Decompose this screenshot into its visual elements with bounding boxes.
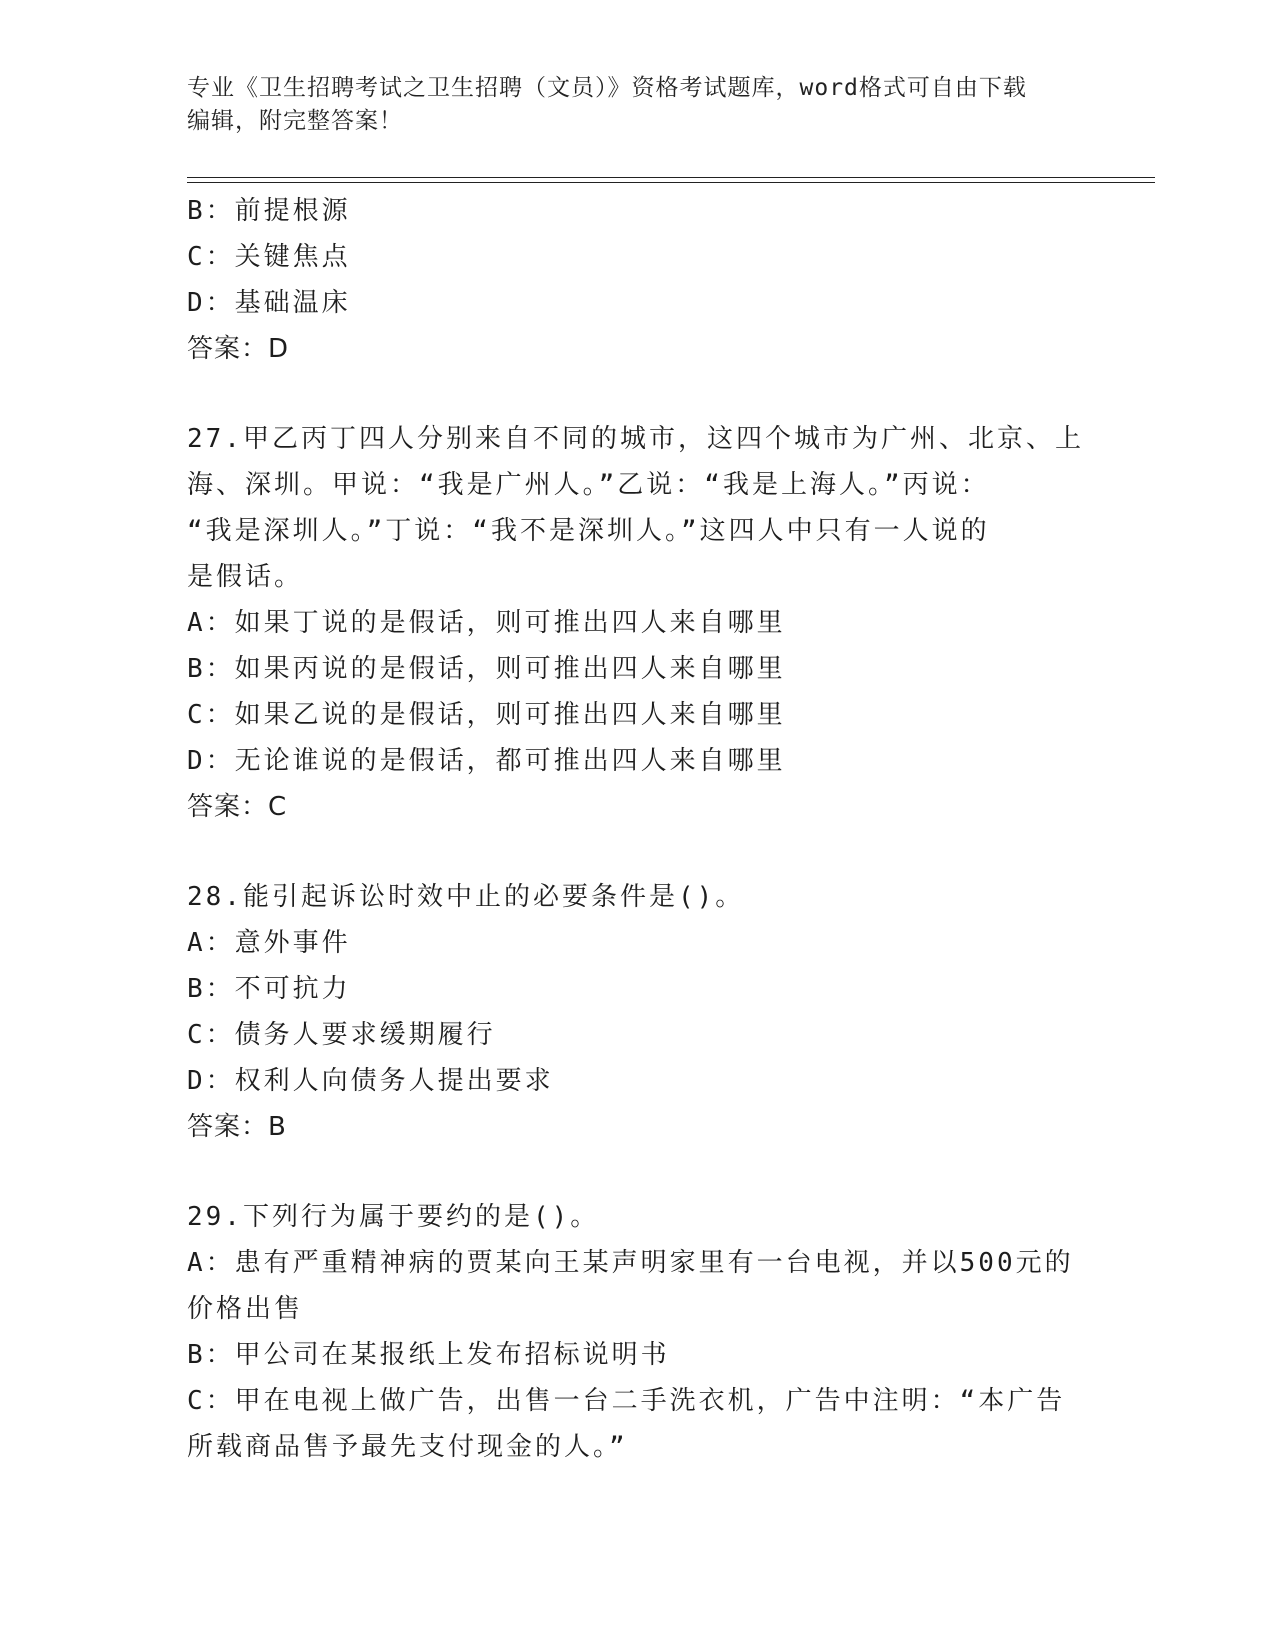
option-b: B：前提根源: [187, 196, 351, 226]
option-d: D：无论谁说的是假话，都可推出四人来自哪里: [187, 746, 786, 776]
option-line: C：甲在电视上做广告，出售一台二手洗衣机，广告中注明：“本广告: [187, 1386, 1066, 1416]
question-stem-line: 海、深圳。甲说：“我是广州人。”乙说：“我是上海人。”丙说：: [187, 470, 990, 500]
option-b: B：不可抗力: [187, 974, 351, 1004]
option-line: 所载商品售予最先支付现金的人。”: [187, 1432, 628, 1462]
question-28: [187, 874, 1087, 1150]
question-content: [187, 188, 1087, 1470]
header-rule-bottom: [187, 182, 1155, 183]
header-rule-top: [187, 177, 1155, 178]
answer: 答案：C: [187, 792, 288, 822]
option-b: B：如果丙说的是假话，则可推出四人来自哪里: [187, 654, 786, 684]
option-c: C：债务人要求缓期履行: [187, 1020, 496, 1050]
option-d: D：基础温床: [187, 288, 351, 318]
question-stem-line: “我是深圳人。”丁说：“我不是深圳人。”这四人中只有一人说的: [187, 516, 990, 546]
document-header: [187, 72, 1087, 138]
option-line: 价格出售: [187, 1294, 304, 1324]
option-a: A：如果丁说的是假话，则可推出四人来自哪里: [187, 608, 786, 638]
option-a: A：意外事件: [187, 928, 351, 958]
question-29: [187, 1194, 1087, 1470]
question-27: [187, 416, 1087, 830]
answer: 答案：D: [187, 334, 290, 364]
header-line-2: 编辑，附完整答案！: [187, 108, 403, 134]
header-line-1: 专业《卫生招聘考试之卫生招聘（文员）》资格考试题库，word格式可自由下载: [187, 75, 1027, 101]
question-26-tail: [187, 188, 1087, 372]
question-stem-line: 28.能引起诉讼时效中止的必要条件是()。: [187, 882, 745, 912]
option-c: C：关键焦点: [187, 242, 351, 272]
answer: 答案：B: [187, 1112, 287, 1142]
question-stem-line: 是假话。: [187, 562, 304, 592]
question-stem-line: 27.甲乙丙丁四人分别来自不同的城市，这四个城市为广州、北京、上: [187, 424, 1084, 454]
option-line: A：患有严重精神病的贾某向王某声明家里有一台电视，并以500元的: [187, 1248, 1074, 1278]
option-d: D：权利人向债务人提出要求: [187, 1066, 554, 1096]
question-stem-line: 29.下列行为属于要约的是()。: [187, 1202, 600, 1232]
option-c: C：如果乙说的是假话，则可推出四人来自哪里: [187, 700, 786, 730]
option-line: B：甲公司在某报纸上发布招标说明书: [187, 1340, 670, 1370]
